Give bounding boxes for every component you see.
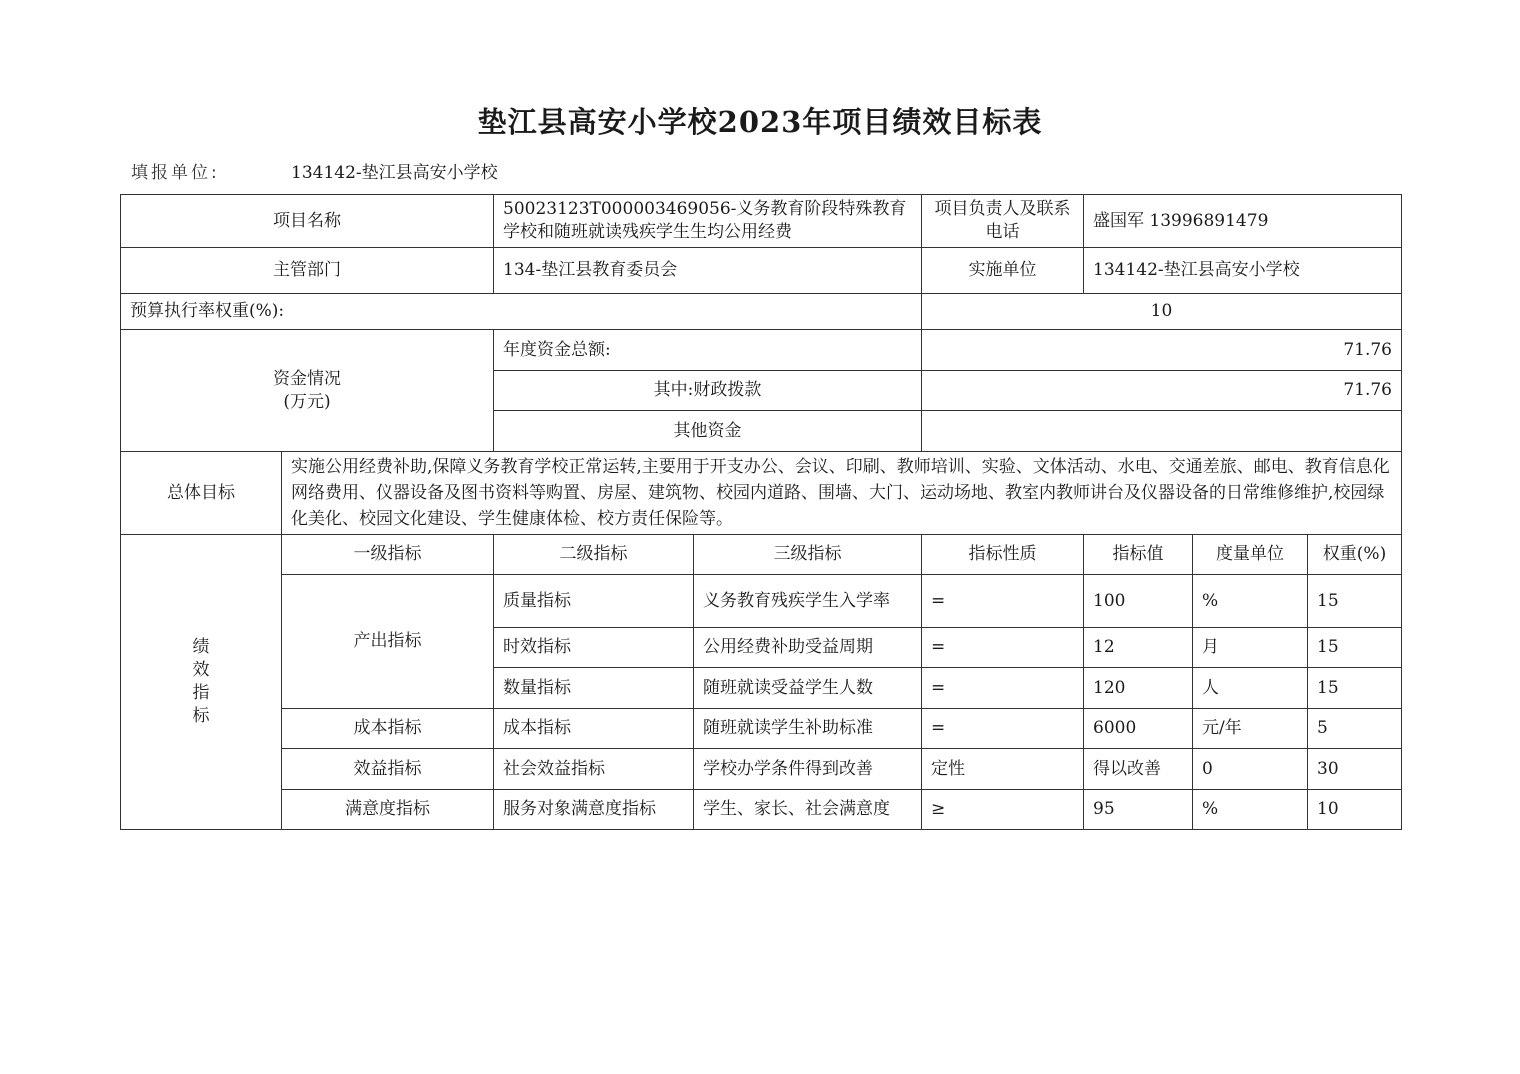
nature-cell: = [922, 709, 1084, 749]
funds-fiscal-label: 其中:财政拨款 [494, 371, 922, 411]
indicator-section-char: 效 [192, 660, 210, 680]
unit-cell: % [1193, 790, 1308, 830]
implementing-unit-value: 134142-垫江县高安小学校 [1084, 248, 1402, 294]
level1-satisfaction: 满意度指标 [282, 790, 494, 830]
header-level2: 二级指标 [494, 535, 694, 575]
level3-cell: 公用经费补助受益周期 [694, 628, 922, 668]
level2-cell: 成本指标 [494, 709, 694, 749]
filler-unit-value: 134142-垫江县高安小学校 [291, 163, 498, 183]
indicator-header-row [121, 535, 1402, 575]
header-unit: 度量单位 [1193, 535, 1308, 575]
value-cell: 100 [1084, 575, 1193, 628]
project-name-row [121, 195, 1402, 248]
budget-weight-label: 预算执行率权重(%): [121, 294, 922, 330]
level2-cell: 数量指标 [494, 668, 694, 709]
level2-cell: 服务对象满意度指标 [494, 790, 694, 830]
filler-unit-line [131, 158, 498, 183]
table-row [121, 790, 1402, 830]
nature-cell: ≥ [922, 790, 1084, 830]
filler-unit-label: 填报单位: [131, 163, 220, 183]
department-value: 134-垫江县教育委员会 [494, 248, 922, 294]
funds-other-value [922, 411, 1402, 452]
level3-cell: 学生、家长、社会满意度 [694, 790, 922, 830]
funds-total-value: 71.76 [922, 330, 1402, 371]
weight-cell: 30 [1308, 749, 1402, 790]
unit-cell: 人 [1193, 668, 1308, 709]
level3-cell: 义务教育残疾学生入学率 [694, 575, 922, 628]
value-cell: 95 [1084, 790, 1193, 830]
table-row [121, 575, 1402, 628]
value-cell: 120 [1084, 668, 1193, 709]
weight-cell: 15 [1308, 575, 1402, 628]
indicator-section-label [121, 535, 282, 830]
funds-total-row [121, 330, 1402, 371]
funds-label-line1: 资金情况 [273, 368, 341, 389]
page-title: 垫江县高安小学校2023年项目绩效目标表 [477, 105, 1043, 139]
funds-label [121, 330, 494, 452]
nature-cell: 定性 [922, 749, 1084, 790]
overall-goal-row [121, 452, 1402, 535]
value-cell: 12 [1084, 628, 1193, 668]
level1-cost: 成本指标 [282, 709, 494, 749]
nature-cell: = [922, 668, 1084, 709]
table-row [121, 749, 1402, 790]
level2-cell: 质量指标 [494, 575, 694, 628]
department-row [121, 248, 1402, 294]
weight-cell: 5 [1308, 709, 1402, 749]
level2-cell: 时效指标 [494, 628, 694, 668]
weight-cell: 15 [1308, 668, 1402, 709]
overall-goal-text: 实施公用经费补助,保障义务教育学校正常运转,主要用于开支办公、会议、印刷、教师培训、实验、文体活动、水电、交通差旅、邮电、教育信息化网络费用、仪器设备及图书资料等购置、房屋、建筑物、校园内道路、围墙、大门、运动场地、教室内教师讲台及仪器设备的日常维修维护,校园绿化美化、校园文化建设、学生健康体检、校方责任保险等。 [282, 452, 1402, 535]
level3-cell: 学校办学条件得到改善 [694, 749, 922, 790]
project-leader-label: 项目负责人及联系电话 [922, 195, 1084, 248]
project-name-label: 项目名称 [121, 195, 494, 248]
unit-cell: 元/年 [1193, 709, 1308, 749]
implementing-unit-label: 实施单位 [922, 248, 1084, 294]
unit-cell: 0 [1193, 749, 1308, 790]
weight-cell: 10 [1308, 790, 1402, 830]
level1-output: 产出指标 [282, 575, 494, 709]
header-nature: 指标性质 [922, 535, 1084, 575]
header-level3: 三级指标 [694, 535, 922, 575]
value-cell: 得以改善 [1084, 749, 1193, 790]
value-cell: 6000 [1084, 709, 1193, 749]
budget-weight-value: 10 [922, 294, 1402, 330]
project-name-value: 50023123T000003469056-义务教育阶段特殊教育学校和随班就读残疾学生生均公用经费 [494, 195, 922, 248]
department-label: 主管部门 [121, 248, 494, 294]
project-leader-value: 盛国军 13996891479 [1084, 195, 1402, 248]
funds-total-label: 年度资金总额: [494, 330, 922, 371]
unit-cell: 月 [1193, 628, 1308, 668]
funds-other-label: 其他资金 [494, 411, 922, 452]
overall-goal-label: 总体目标 [121, 452, 282, 535]
funds-fiscal-value: 71.76 [922, 371, 1402, 411]
weight-cell: 15 [1308, 628, 1402, 668]
budget-weight-row [121, 294, 1402, 330]
funds-label-line2: (万元) [283, 391, 331, 412]
unit-cell: % [1193, 575, 1308, 628]
indicator-section-char: 指 [192, 683, 210, 703]
header-weight: 权重(%) [1308, 535, 1402, 575]
level3-cell: 随班就读受益学生人数 [694, 668, 922, 709]
header-value: 指标值 [1084, 535, 1193, 575]
indicator-section-char: 绩 [192, 637, 210, 657]
nature-cell: = [922, 575, 1084, 628]
indicator-section-char: 标 [192, 706, 210, 726]
level3-cell: 随班就读学生补助标准 [694, 709, 922, 749]
level2-cell: 社会效益指标 [494, 749, 694, 790]
header-level1: 一级指标 [282, 535, 494, 575]
level1-benefit: 效益指标 [282, 749, 494, 790]
table-row [121, 709, 1402, 749]
performance-target-table [120, 194, 1402, 830]
nature-cell: = [922, 628, 1084, 668]
